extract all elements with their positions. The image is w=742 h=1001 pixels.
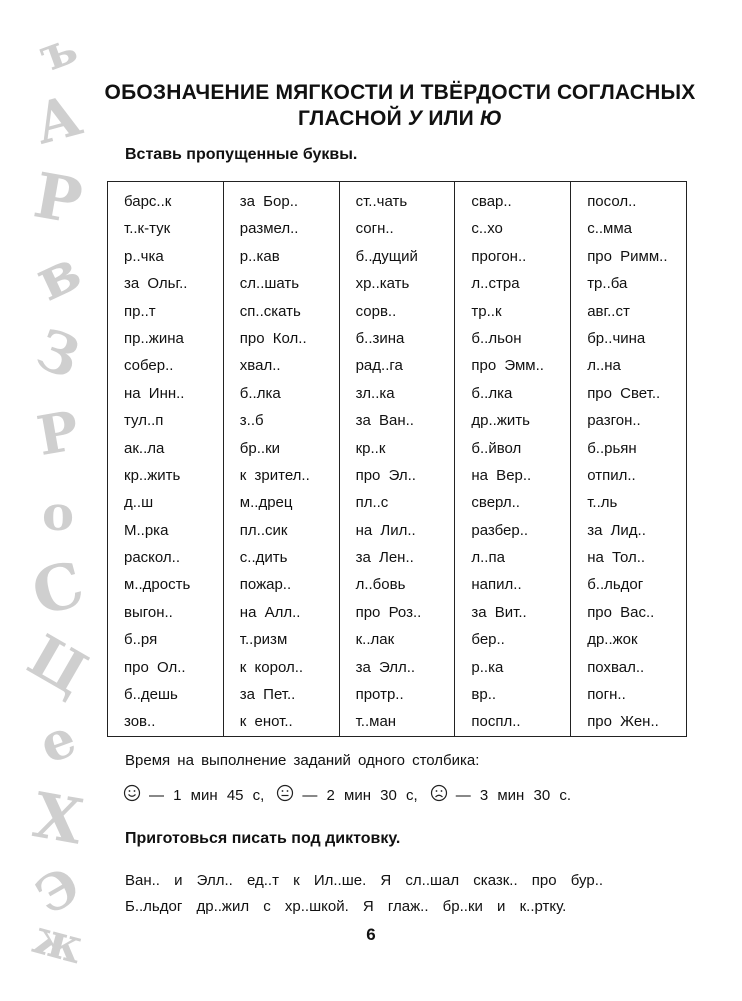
word-cell: хвал.. bbox=[239, 357, 281, 375]
title-line-1: ОБОЗНАЧЕНИЕ МЯГКОСТИ И ТВЁРДОСТИ СОГЛАСНЫХ bbox=[104, 81, 696, 104]
word-column-1 bbox=[108, 182, 224, 737]
word-cell: про Жен.. bbox=[587, 713, 659, 731]
decor-letter: Р bbox=[28, 158, 88, 239]
word-cell: на Алл.. bbox=[239, 603, 301, 621]
word-cell: про Эмм.. bbox=[471, 357, 544, 375]
decor-letter: Э bbox=[25, 855, 90, 927]
word-cell: авг..ст bbox=[587, 302, 630, 320]
word-cell: сверл.. bbox=[471, 494, 520, 512]
word-cell: т..ль bbox=[587, 494, 618, 512]
word-cell: за Бор.. bbox=[239, 193, 299, 210]
decor-letter: А bbox=[27, 82, 89, 158]
word-cell: тр..к bbox=[471, 302, 502, 320]
word-cell: т..к-тук bbox=[124, 220, 171, 238]
word-cell: отпил.. bbox=[587, 466, 636, 484]
word-cell: про Свет.. bbox=[587, 384, 661, 402]
sad-face-icon bbox=[430, 784, 448, 806]
word-cell: посол.. bbox=[587, 193, 637, 210]
word-cell: пл..с bbox=[355, 494, 389, 512]
word-cell: бр..ки bbox=[239, 439, 281, 457]
word-cell: разгон.. bbox=[587, 412, 641, 430]
word-cell: б..дешь bbox=[124, 686, 178, 704]
neutral-face-icon bbox=[276, 784, 294, 806]
word-cell: рад..га bbox=[355, 357, 403, 375]
word-cell: л..па bbox=[471, 549, 505, 567]
word-cell: разбер.. bbox=[471, 521, 529, 539]
decor-letter: Р bbox=[32, 397, 84, 469]
word-cell: барс..к bbox=[124, 193, 172, 210]
word-column-4 bbox=[455, 182, 571, 737]
decor-letter: Ц bbox=[16, 621, 100, 709]
title-vowel-u: У bbox=[407, 107, 423, 130]
word-cell: л..бовь bbox=[355, 576, 406, 594]
word-cell: про Римм.. bbox=[587, 247, 668, 265]
task2-instruction: Приготовься писать под диктовку. bbox=[125, 830, 401, 847]
word-cell: тр..ба bbox=[587, 275, 628, 293]
word-cell: б..лка bbox=[239, 384, 281, 402]
word-cell: свар.. bbox=[471, 193, 512, 210]
word-cell: протр.. bbox=[355, 686, 404, 704]
title-vowel-yu: Ю bbox=[479, 107, 503, 130]
decor-letter: о bbox=[41, 486, 74, 542]
word-cell: л..стра bbox=[471, 275, 520, 293]
word-cell: б..йвол bbox=[471, 439, 522, 457]
word-cell: с..хо bbox=[471, 220, 503, 238]
decor-letter: ж bbox=[27, 908, 89, 976]
word-cell: про Роз.. bbox=[355, 603, 422, 621]
word-cell: на Вер.. bbox=[471, 466, 532, 484]
title-mid: ИЛИ bbox=[422, 107, 480, 130]
word-cell: пл..сик bbox=[239, 521, 288, 539]
task1-instruction: Вставь пропущенные буквы. bbox=[125, 146, 358, 163]
word-cell: про Эл.. bbox=[355, 466, 416, 484]
word-cell: б..зина bbox=[355, 329, 405, 347]
word-cell: за Вит.. bbox=[471, 603, 527, 621]
word-cell: ст..чать bbox=[355, 193, 408, 210]
word-cell: за Лен.. bbox=[355, 549, 414, 567]
timing-label: Время на выполнение заданий одного столбика: bbox=[125, 752, 480, 769]
word-cell: пр..жина bbox=[124, 329, 184, 347]
word-cell: др..жить bbox=[471, 412, 530, 430]
word-cell: за Пет.. bbox=[239, 686, 296, 704]
decor-letter: Х bbox=[28, 778, 89, 859]
word-cell: раскол.. bbox=[124, 549, 181, 567]
word-cell: поспл.. bbox=[471, 713, 521, 731]
word-cell: к корол.. bbox=[239, 658, 304, 676]
dictation-text bbox=[125, 868, 695, 920]
word-cell: т..ризм bbox=[239, 631, 288, 649]
word-cell: б..лка bbox=[471, 384, 513, 402]
decorative-letter-strip bbox=[16, 19, 100, 976]
word-cell: тул..п bbox=[124, 412, 164, 430]
word-cell: сорв.. bbox=[355, 302, 397, 320]
word-cell: т..ман bbox=[355, 713, 397, 731]
word-cell: др..жок bbox=[587, 631, 638, 649]
word-cell: собер.. bbox=[124, 357, 174, 375]
title-line-2 bbox=[100, 106, 700, 132]
word-cell: б..ря bbox=[124, 631, 158, 649]
word-column-2 bbox=[223, 182, 339, 737]
timing-medium: — 2 мин 30 с, bbox=[302, 786, 418, 804]
page-number: 6 bbox=[366, 925, 376, 944]
word-cell: погн.. bbox=[587, 686, 626, 704]
word-cell: д..ш bbox=[124, 494, 154, 512]
word-cell: кр..к bbox=[355, 439, 386, 457]
word-cell: хр..кать bbox=[355, 275, 410, 293]
word-cell: размел.. bbox=[239, 220, 299, 238]
word-cell: з..б bbox=[239, 412, 264, 430]
word-cell: выгон.. bbox=[124, 603, 173, 621]
word-cell: сп..скать bbox=[239, 302, 301, 320]
word-cell: зов.. bbox=[124, 713, 156, 731]
word-cell: за Лид.. bbox=[587, 521, 646, 539]
word-cell: б..дущий bbox=[355, 247, 418, 265]
word-cell: за Элл.. bbox=[355, 658, 416, 676]
word-cell: с..мма bbox=[587, 220, 632, 238]
word-cell: на Лил.. bbox=[355, 521, 416, 539]
word-cell: про Кол.. bbox=[239, 329, 307, 347]
word-cell: бер.. bbox=[471, 631, 505, 649]
happy-face-icon bbox=[123, 784, 141, 806]
word-cell: р..чка bbox=[124, 247, 164, 265]
word-cell: б..рьян bbox=[587, 439, 637, 457]
word-cell: про Вас.. bbox=[587, 603, 655, 621]
dictation-line-1: Ван.. и Элл.. ед..т к Ил..ше. Я сл..шал сказк.. про бур.. bbox=[125, 872, 604, 889]
word-cell: пр..т bbox=[124, 302, 156, 320]
word-cell: б..льдог bbox=[587, 576, 644, 594]
word-column-3 bbox=[339, 182, 455, 737]
page-title bbox=[100, 80, 700, 132]
word-cell: с..дить bbox=[239, 549, 288, 567]
decor-letter: ъ bbox=[32, 19, 84, 83]
timing-fast: — 1 мин 45 с, bbox=[149, 786, 265, 804]
word-cell: согн.. bbox=[355, 220, 394, 238]
decor-letter: е bbox=[31, 707, 84, 776]
word-cell: к зрител.. bbox=[239, 466, 310, 484]
word-cell: М..рка bbox=[124, 521, 169, 539]
word-cell: вр.. bbox=[471, 686, 497, 704]
word-cell: ак..ла bbox=[124, 439, 165, 457]
word-cell: прогон.. bbox=[471, 247, 527, 265]
word-cell: м..дрец bbox=[239, 494, 293, 512]
word-cell: про Ол.. bbox=[124, 658, 186, 676]
word-cell: бр..чина bbox=[587, 329, 646, 347]
word-cell: на Инн.. bbox=[124, 384, 185, 402]
word-cell: сл..шать bbox=[239, 275, 300, 293]
word-table bbox=[107, 181, 687, 737]
word-cell: л..на bbox=[587, 357, 621, 375]
word-cell: р..ка bbox=[471, 658, 504, 676]
decor-letter: С bbox=[24, 546, 92, 631]
word-cell: похвал.. bbox=[587, 658, 645, 676]
word-cell: б..льон bbox=[471, 329, 522, 347]
title-prefix: ГЛАСНОЙ bbox=[297, 107, 408, 130]
word-cell: пожар.. bbox=[239, 576, 292, 594]
word-cell: за Ольг.. bbox=[124, 275, 188, 293]
word-cell: м..дрость bbox=[124, 576, 191, 594]
word-cell: зл..ка bbox=[355, 384, 395, 402]
word-cell: за Ван.. bbox=[355, 412, 414, 430]
word-cell: к енот.. bbox=[239, 713, 293, 731]
timing-slow: — 3 мин 30 с. bbox=[455, 786, 572, 804]
word-cell: напил.. bbox=[471, 576, 522, 594]
word-cell: кр..жить bbox=[124, 466, 181, 484]
dictation-line-2: Б..льдог др..жил с хр..шкой. Я глаж.. бр..ки и к..ртку. bbox=[125, 898, 567, 915]
timing-row bbox=[123, 784, 583, 806]
word-column-5 bbox=[571, 182, 687, 737]
decor-letter: в bbox=[25, 235, 91, 315]
decor-letter: З bbox=[27, 316, 89, 392]
word-cell: р..кав bbox=[239, 247, 280, 265]
word-cell: к..лак bbox=[355, 631, 395, 649]
word-cell: на Тол.. bbox=[587, 549, 646, 567]
